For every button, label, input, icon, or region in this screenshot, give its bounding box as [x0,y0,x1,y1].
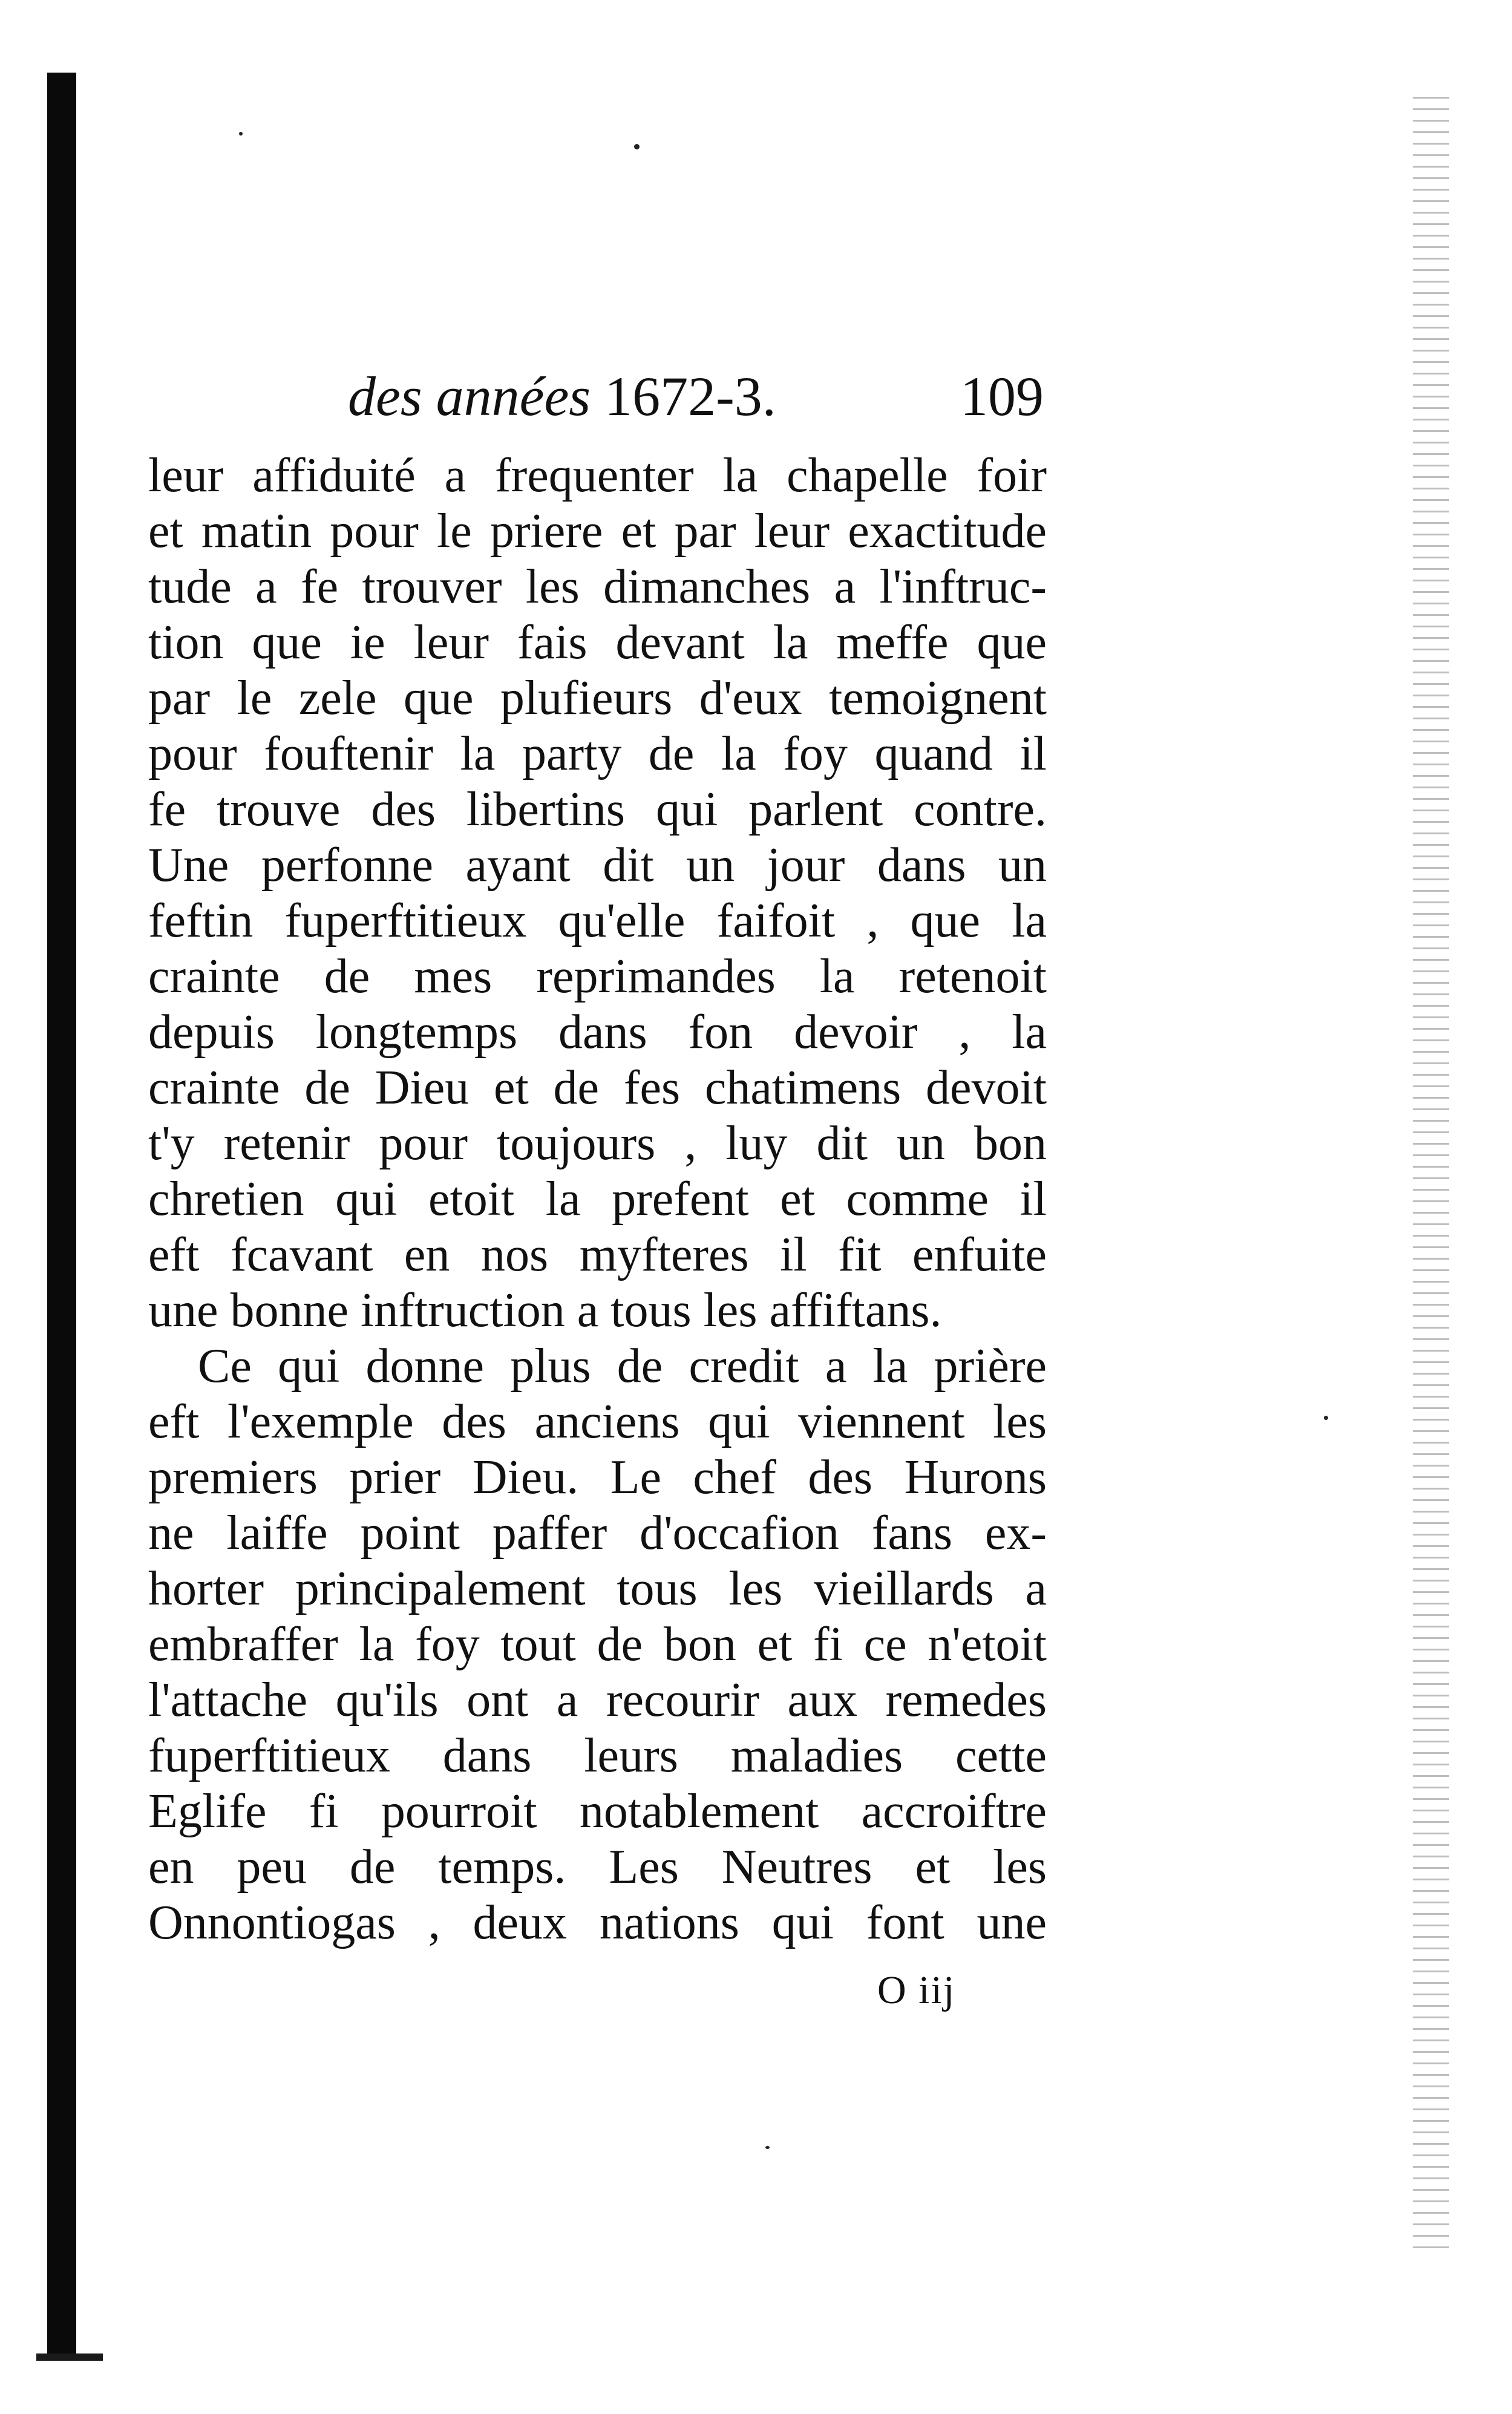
text-line: pour fouftenir la party de la foy quand il [148,727,1047,780]
running-head [348,363,1044,430]
text-line: ne laiffe point paffer d'occafion fans ex- [148,1506,1047,1560]
paragraph [148,448,1047,1338]
text-line: Eglife fi pourroit notablement accroiftre [148,1785,1047,1838]
signature-mark: O iij [877,1968,956,2012]
text-line: fe trouve des libertins qui parlent contre. [148,783,1047,836]
text-line: Ce qui donne plus de credit a la prière [198,1339,1047,1393]
text-line: premiers prier Dieu. Le chef des Hurons [148,1451,1047,1504]
ink-speck [634,144,640,149]
text-line: horter principalement tous les vieillards a [148,1562,1047,1615]
text-line: embraffer la foy tout de bon et fi ce n'etoit [148,1618,1047,1671]
ink-speck [239,132,243,136]
text-line: eft l'exemple des anciens qui viennent les [148,1395,1047,1448]
text-line: chretien qui etoit la prefent et comme il [148,1173,1047,1226]
text-line: tude a fe trouver les dimanches a l'inftruc- [148,560,1047,613]
text-line: eft fcavant en nos myfteres il fit enfuite [148,1228,1047,1281]
text-line: fuperftitieux dans leurs maladies cette [148,1729,1047,1782]
text-line: en peu de temps. Les Neutres et les [148,1840,1047,1894]
text-line: crainte de mes reprimandes la retenoit [148,950,1047,1003]
ink-speck [765,2146,770,2149]
text-line: et matin pour le priere et par leur exactitude [148,505,1047,558]
paragraph [148,1338,1047,1951]
text-line: Onnontiogas , deux nations qui font une [148,1896,1047,1949]
text-line: l'attache qu'ils ont a recourir aux remedes [148,1673,1047,1727]
text-line: feftin fuperftitieux qu'elle faifoit , que la [148,894,1047,947]
text-line: crainte de Dieu et de fes chatimens devoit [148,1061,1047,1114]
text-line: une bonne inftruction a tous les affiftans. [148,1284,942,1337]
ink-speck [1324,1416,1328,1420]
text-line: depuis longtemps dans fon devoir , la [148,1006,1047,1059]
binding-foot-mark [36,2353,103,2361]
text-line: Une perfonne ayant dit un jour dans un [148,839,1047,892]
text-line: par le zele que plufieurs d'eux temoignent [148,672,1047,725]
running-title [348,363,776,430]
text-line: leur affiduité a frequenter la chapelle foir [148,449,1047,502]
page-edge-noise [1413,97,1449,2251]
running-title-text: des années [348,365,591,427]
text-line: tion que ie leur fais devant la meffe que [148,616,1047,669]
text-line: t'y retenir pour toujours , luy dit un bon [148,1117,1047,1170]
running-title-years: 1672-3. [604,365,776,427]
page-number: 109 [960,365,1044,427]
body-text [148,448,1047,1951]
book-binding-shadow [47,73,76,2360]
